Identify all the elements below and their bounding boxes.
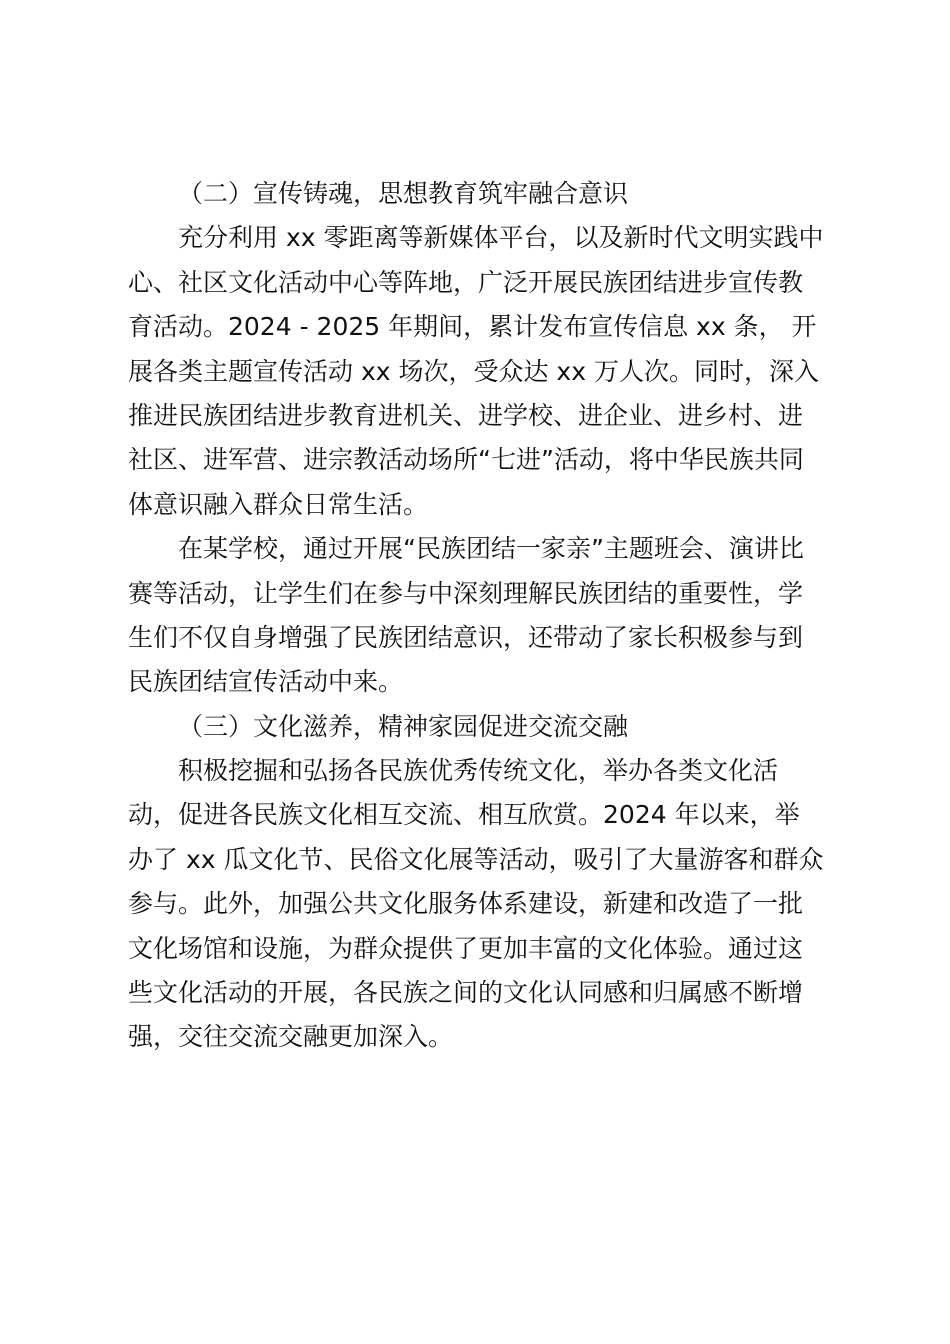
paragraph-line: 生们不仅自身增强了民族团结意识，还带动了家长积极参与到 xyxy=(128,622,804,652)
paragraph-line: 展各类主题宣传活动 xx 场次，受众达 xx 万人次。同时，深入 xyxy=(128,356,819,386)
paragraph-line: 积极挖掘和弘扬各民族优秀传统文化，举办各类文化活 xyxy=(178,756,779,786)
paragraph-line: 参与。此外，加强公共文化服务体系建设，新建和改造了一批 xyxy=(128,889,804,919)
paragraph-line: 体意识融入群众日常生活。 xyxy=(128,489,429,519)
paragraph-line: 强，交往交流交融更加深入。 xyxy=(128,1022,454,1052)
section-heading-3: （三）文化滋养，精神家园促进交流交融 xyxy=(178,711,629,741)
paragraph-line: 赛等活动，让学生们在参与中深刻理解民族团结的重要性，学 xyxy=(128,578,804,608)
document-page xyxy=(128,172,832,1060)
paragraph-line: 育活动。2024 - 2025 年期间，累计发布宣传信息 xx 条， 开 xyxy=(128,312,817,342)
section-heading-2: （二）宣传铸魂，思想教育筑牢融合意识 xyxy=(178,179,629,208)
paragraph-line: 民族团结宣传活动中来。 xyxy=(128,667,404,697)
paragraph-line: 办了 xx 瓜文化节、民俗文化展等活动，吸引了大量游客和群众 xyxy=(128,844,824,874)
paragraph-culture-activities xyxy=(128,749,832,1060)
paragraph-line: 心、社区文化活动中心等阵地，广泛开展民族团结进步宣传教 xyxy=(128,267,804,297)
paragraph-new-media-publicity xyxy=(128,216,832,527)
paragraph-line: 社区、进军营、进宗教活动场所“七进”活动，将中华民族共同 xyxy=(128,445,804,475)
paragraph-school-example xyxy=(128,527,832,705)
paragraph-line: 推进民族团结进步教育进机关、进学校、进企业、进乡村、进 xyxy=(128,400,804,430)
paragraph-line: 动，促进各民族文化相互交流、相互欣赏。2024 年以来，举 xyxy=(128,800,800,830)
paragraph-line: 充分利用 xx 零距离等新媒体平台，以及新时代文明实践中 xyxy=(178,223,824,253)
paragraph-line: 些文化活动的开展，各民族之间的文化认同感和归属感不断增 xyxy=(128,978,804,1008)
paragraph-line: 文化场馆和设施，为群众提供了更加丰富的文化体验。通过这 xyxy=(128,933,804,963)
paragraph-line: 在某学校，通过开展“民族团结一家亲”主题班会、演讲比 xyxy=(178,534,804,564)
